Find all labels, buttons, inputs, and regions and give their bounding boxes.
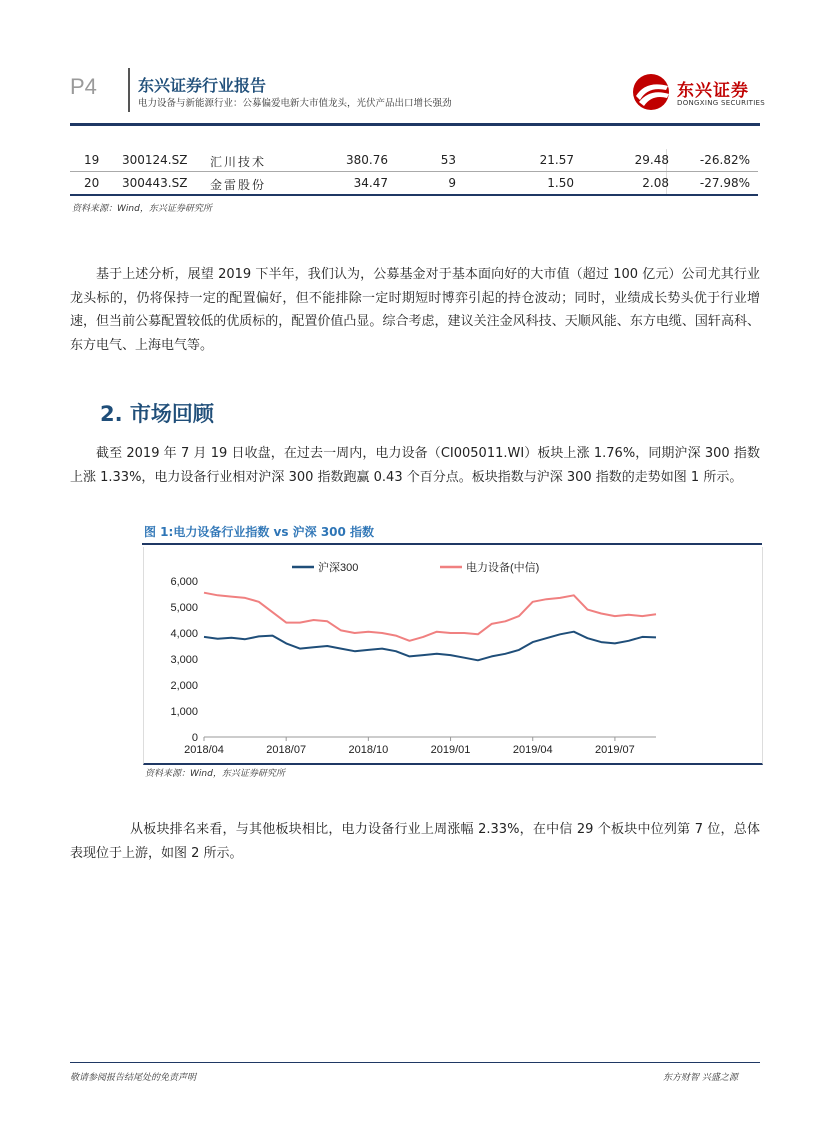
cell-name: 金雷股份 xyxy=(210,178,267,192)
cell-value: 9 xyxy=(448,176,456,190)
page-number: P4 xyxy=(70,74,97,99)
series-line-hs300 xyxy=(204,632,656,661)
logo-text: 东兴证券 xyxy=(677,81,749,101)
y-tick-label: 2,000 xyxy=(170,680,198,692)
cell-value: 2.08 xyxy=(642,176,669,190)
cell-value: 29.48 xyxy=(634,153,669,167)
cell-change: -26.82% xyxy=(699,153,750,167)
y-tick-label: 6,000 xyxy=(170,576,198,588)
cell-rank: 19 xyxy=(84,153,100,167)
table-row xyxy=(70,149,758,172)
paragraph-ranking: 从板块排名来看，与其他板块相比，电力设备行业上周涨幅 2.33%，在中信 29 个板块中位列第 7 位，总体表现位于上游，如图 2 所示。 xyxy=(70,822,760,861)
y-tick-label: 0 xyxy=(191,732,198,744)
x-tick-label: 2019/07 xyxy=(595,744,635,756)
cell-value: 53 xyxy=(440,153,456,167)
cell-change: -27.98% xyxy=(699,176,750,190)
footer-slogan: 东方财智 兴盛之源 xyxy=(663,1073,738,1083)
figure-rule xyxy=(142,543,762,545)
x-tick-label: 2019/04 xyxy=(512,744,553,756)
cell-code: 300124.SZ xyxy=(122,153,188,167)
cell-code: 300443.SZ xyxy=(122,176,188,190)
y-tick-label: 1,000 xyxy=(170,706,198,718)
y-tick-label: 3,000 xyxy=(170,654,198,666)
logo-subtext: DONGXING SECURITIES xyxy=(677,99,766,107)
cell-rank: 20 xyxy=(84,176,100,190)
x-tick-label: 2018/07 xyxy=(266,744,307,756)
cell-name: 汇川技术 xyxy=(210,155,267,169)
paragraph-outlook: 基于上述分析，展望 2019 下半年，我们认为，公募基金对于基本面向好的大市值（超过 100 亿元）公司尤其行业龙头标的，仍将保持一定的配置偏好，但不能排除一定时期短时博弈引起的持仓波动；同时，业绩成长势头优于行业增速，但当前公募配置较低的优质标的，配置价值凸显。综合考虑，建议关注金风科技、天顺风能、东方电缆、国轩高科、东方电气、上海电气等。 xyxy=(70,267,760,353)
footer-disclaimer: 敬请参阅报告结尾处的免责声明 xyxy=(70,1073,197,1083)
table-row xyxy=(70,172,758,196)
report-subtitle: 电力设备与新能源行业：公募偏爱电新大市值龙头，光伏产品出口增长强劲 xyxy=(138,98,452,109)
legend-label-power: 电力设备(中信) xyxy=(466,562,540,574)
table-source: 资料来源：Wind，东兴证券研究所 xyxy=(72,204,212,214)
cell-value: 380.76 xyxy=(346,153,388,167)
cell-value: 21.57 xyxy=(539,153,574,167)
header-rule xyxy=(70,123,760,126)
y-tick-label: 5,000 xyxy=(170,602,198,614)
report-title: 东兴证券行业报告 xyxy=(138,76,267,95)
x-tick-label: 2019/01 xyxy=(430,744,471,756)
figure-title: 图 1:电力设备行业指数 vs 沪深 300 指数 xyxy=(144,525,375,539)
line-chart xyxy=(144,547,760,761)
cell-value: 1.50 xyxy=(547,176,574,190)
figure-source: 资料来源：Wind，东兴证券研究所 xyxy=(145,769,285,779)
x-tick-label: 2018/10 xyxy=(348,744,389,756)
legend-label-hs300: 沪深300 xyxy=(318,562,359,574)
footer-rule xyxy=(70,1062,760,1063)
x-tick-label: 2018/04 xyxy=(184,744,224,756)
series-line-power xyxy=(204,593,656,641)
paragraph-market-review: 截至 2019 年 7 月 19 日收盘，在过去一周内，电力设备（CI005011.WI）板块上涨 1.76%，同期沪深 300 指数上涨 1.33%，电力设备行业相对沪深 300 指数跑赢 0.43 个百分点。板块指数与沪深 300 指数的走势如图 1 所示。 xyxy=(70,446,760,485)
cell-value: 34.47 xyxy=(353,176,388,190)
y-tick-label: 4,000 xyxy=(170,628,198,640)
header-separator xyxy=(128,68,130,112)
section-title: 2. 市场回顾 xyxy=(100,402,214,426)
dongxing-logo-icon xyxy=(630,72,676,112)
